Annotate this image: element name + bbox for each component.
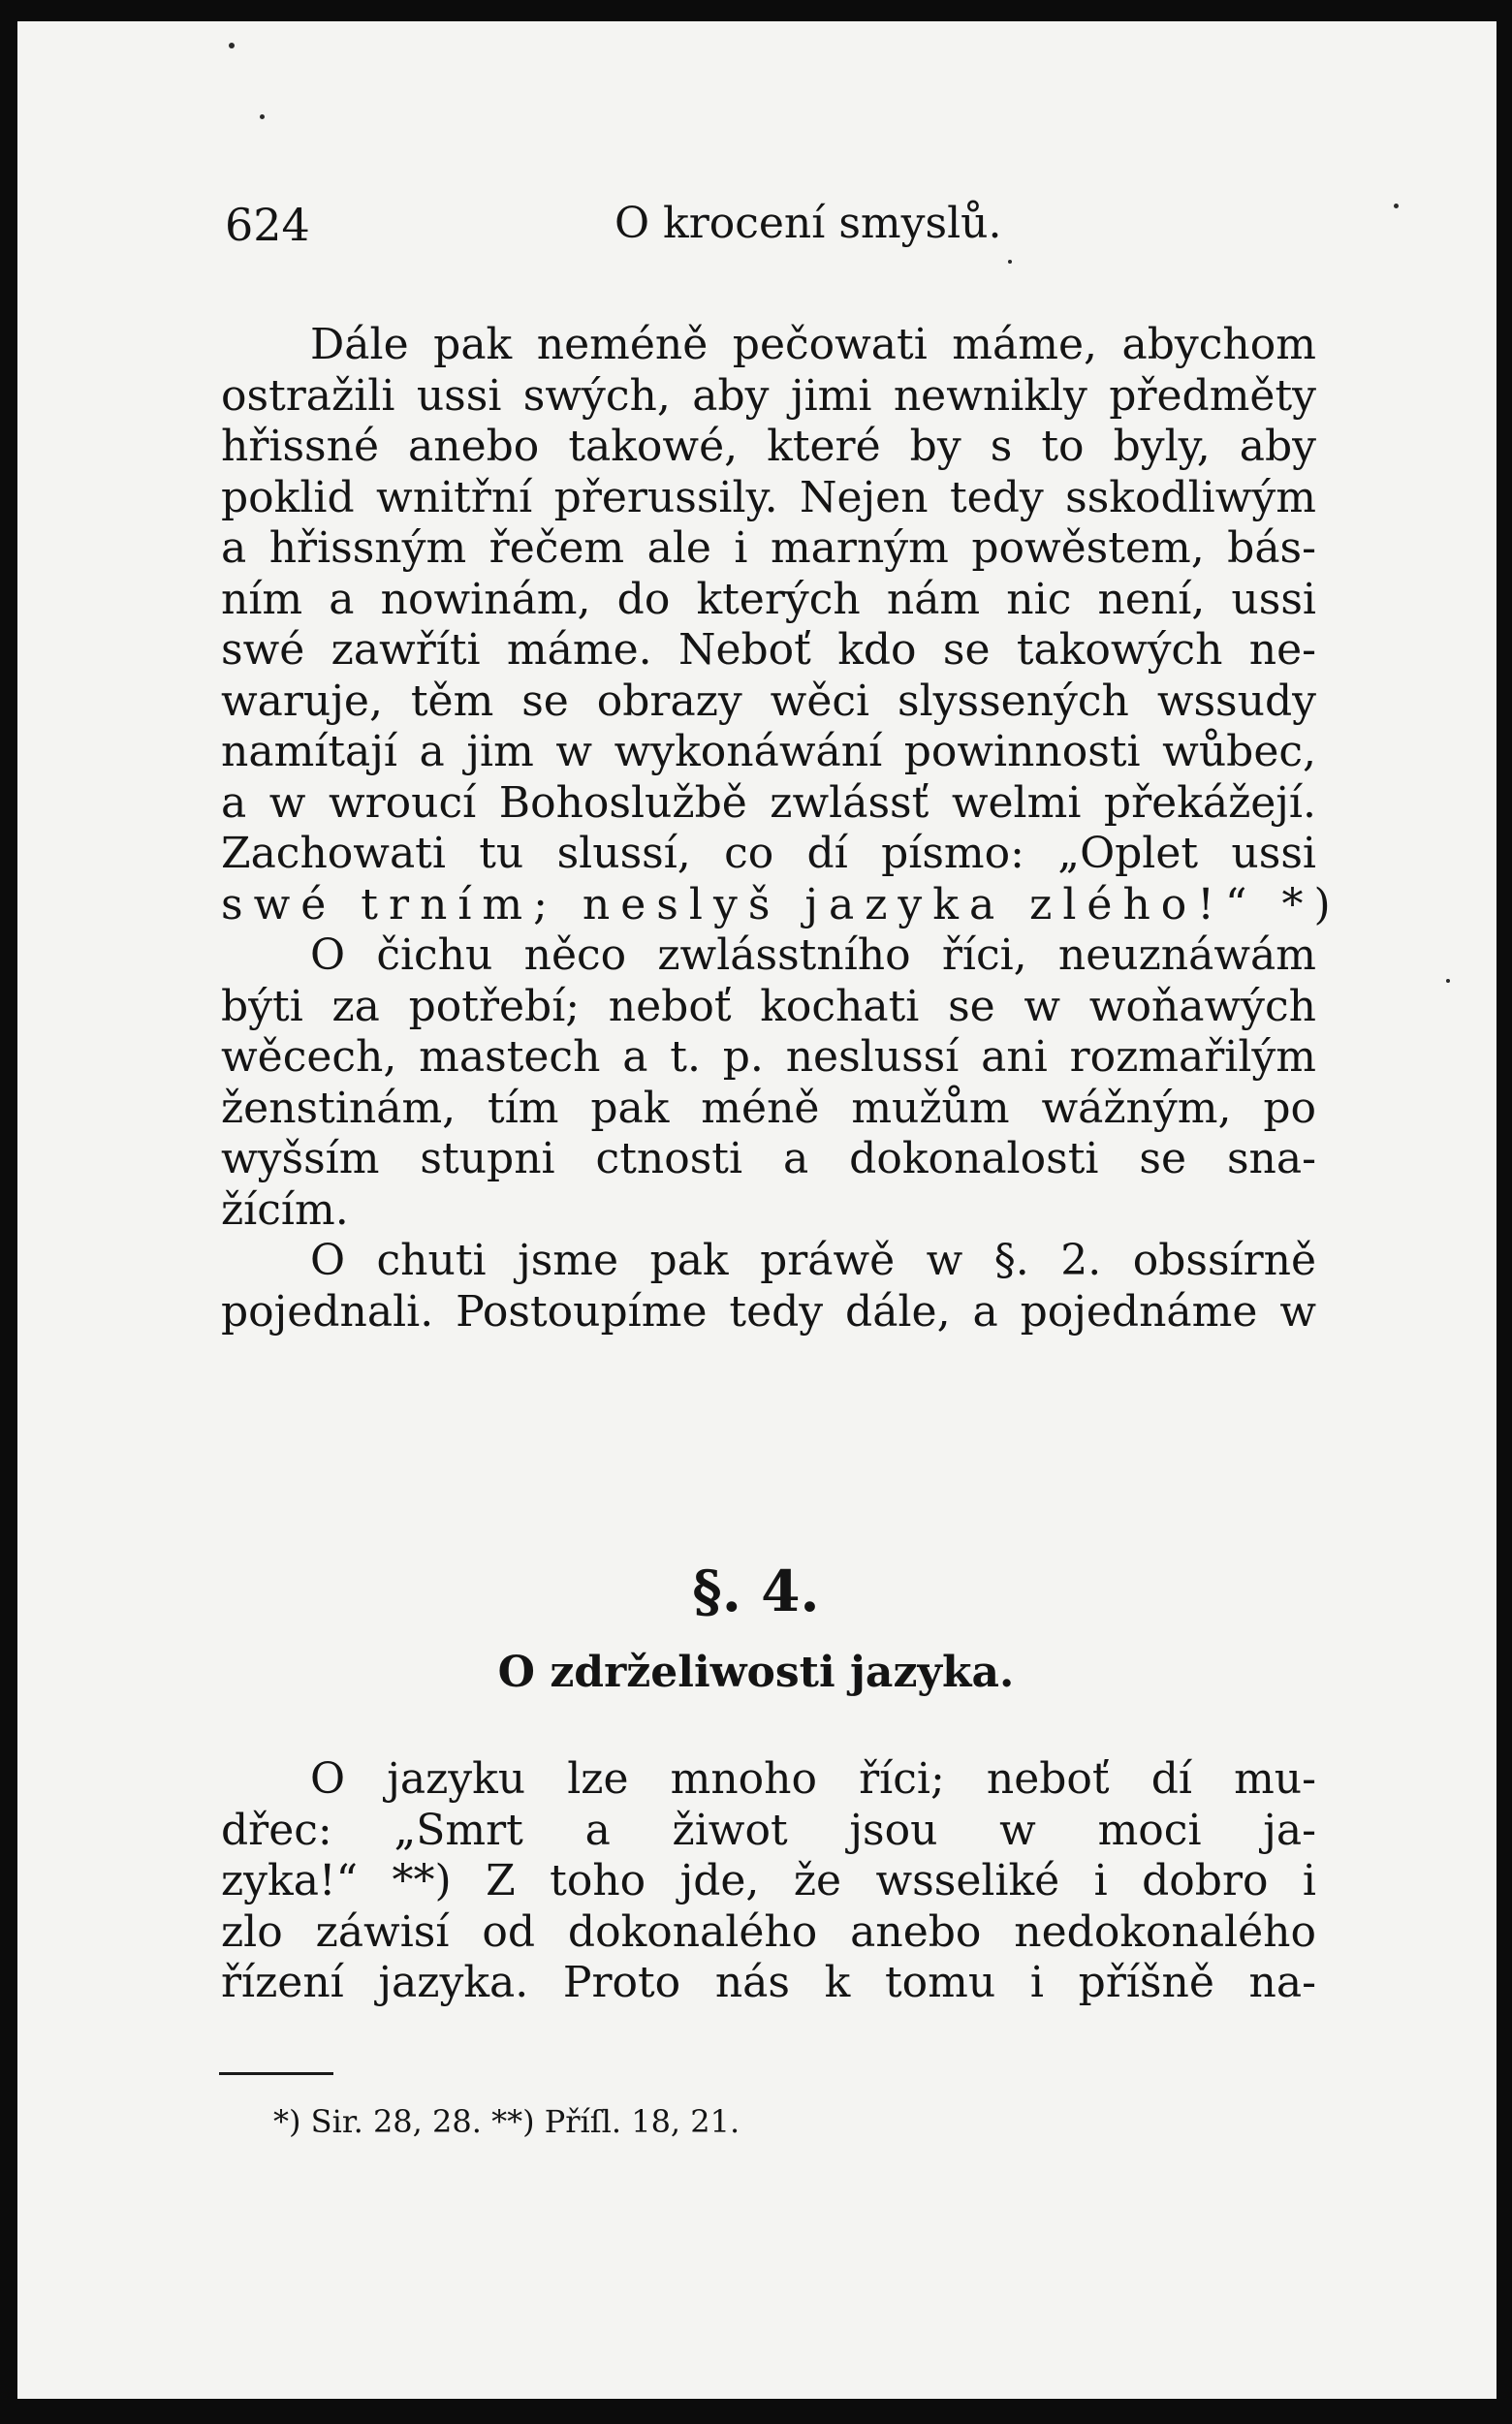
scan-speck bbox=[229, 43, 235, 48]
text-line: zlo záwisí od dokonalého anebo nedokonalého bbox=[221, 1906, 1316, 1957]
text-line: O čichu něco zwlásstního říci, neuznáwám bbox=[310, 930, 1316, 980]
text-line: hřissné anebo takowé, které by s to byly, aby bbox=[221, 422, 1316, 471]
text-line: řízení jazyka. Proto nás k tomu i příšně na- bbox=[221, 1958, 1316, 2007]
text-line: waruje, těm se obrazy wěci slyssených wssudy bbox=[221, 676, 1316, 726]
text-line: a w wroucí Bohoslužbě zwlássť welmi překážejí. bbox=[221, 777, 1316, 828]
scan-speck bbox=[1394, 204, 1399, 208]
running-title: O krocení smyslů. bbox=[614, 199, 1002, 248]
text-line: ním a nowinám, do kterých nám nic není, ussi bbox=[221, 574, 1316, 624]
text-line: poklid wnitřní přerussily. Nejen tedy sskodliwým bbox=[221, 472, 1316, 522]
text-line: býti za potřebí; neboť kochati se w woňawých bbox=[221, 981, 1316, 1031]
footnotes: *) Sir. 28, 28. **) Příſl. 18, 21. bbox=[273, 2103, 740, 2140]
main-text bbox=[221, 320, 1341, 1338]
scan-speck bbox=[1446, 979, 1450, 983]
text-line: a hřissným řečem ale i marným powěstem, bás- bbox=[221, 523, 1316, 573]
text-line: dřec: „Smrt a žiwot jsou w moci ja- bbox=[221, 1805, 1316, 1855]
text-line: swé zawříti máme. Neboť kdo se takowých ne- bbox=[221, 625, 1316, 675]
section-heading: O zdrželiwosti jazyka. bbox=[497, 1648, 1015, 1697]
page-number: 624 bbox=[225, 199, 310, 251]
text-line: ostražili ussi swých, aby jimi newnikly předměty bbox=[221, 370, 1316, 421]
text-line: žícím. bbox=[221, 1184, 349, 1235]
text-line: wyšsím stupni ctnosti a dokonalosti se sna- bbox=[221, 1134, 1316, 1183]
text-line: zyka!“ **) Z toho jde, že wsseliké i dobro i bbox=[221, 1856, 1316, 1905]
text-line: namítají a jim w wykonáwání powinnosti wůbec, bbox=[221, 727, 1316, 776]
paragraph-2 bbox=[221, 930, 1316, 1236]
text-line: ženstinám, tím pak méně mužům wážným, po bbox=[221, 1083, 1316, 1133]
section-number: §. 4. bbox=[692, 1558, 820, 1624]
text-line: O jazyku lze mnoho říci; neboť dí mu- bbox=[310, 1754, 1316, 1804]
paragraph-1 bbox=[221, 320, 1341, 930]
text-line: Zachowati tu slussí, co dí písmo: „Oplet ussi bbox=[221, 829, 1316, 878]
text-line: swé trním; neslyš jazyka zlého!“ *) bbox=[221, 879, 1341, 929]
text-line: Dále pak neméně pečowati máme, abychom bbox=[310, 320, 1316, 369]
section-text bbox=[221, 1754, 1316, 2009]
paragraph-4 bbox=[221, 1754, 1316, 2009]
text-line: pojednali. Postoupíme tedy dále, a pojednáme w bbox=[221, 1286, 1316, 1337]
text-line: wěcech, mastech a t. p. neslussí ani rozmařilým bbox=[221, 1032, 1316, 1082]
paragraph-3 bbox=[221, 1236, 1316, 1338]
text-line: O chuti jsme pak práwě w §. 2. obssírně bbox=[310, 1236, 1316, 1285]
page-header bbox=[225, 199, 1291, 257]
scan-speck bbox=[260, 114, 265, 119]
scan-speck bbox=[1008, 260, 1012, 264]
footnote-divider bbox=[219, 2072, 333, 2075]
